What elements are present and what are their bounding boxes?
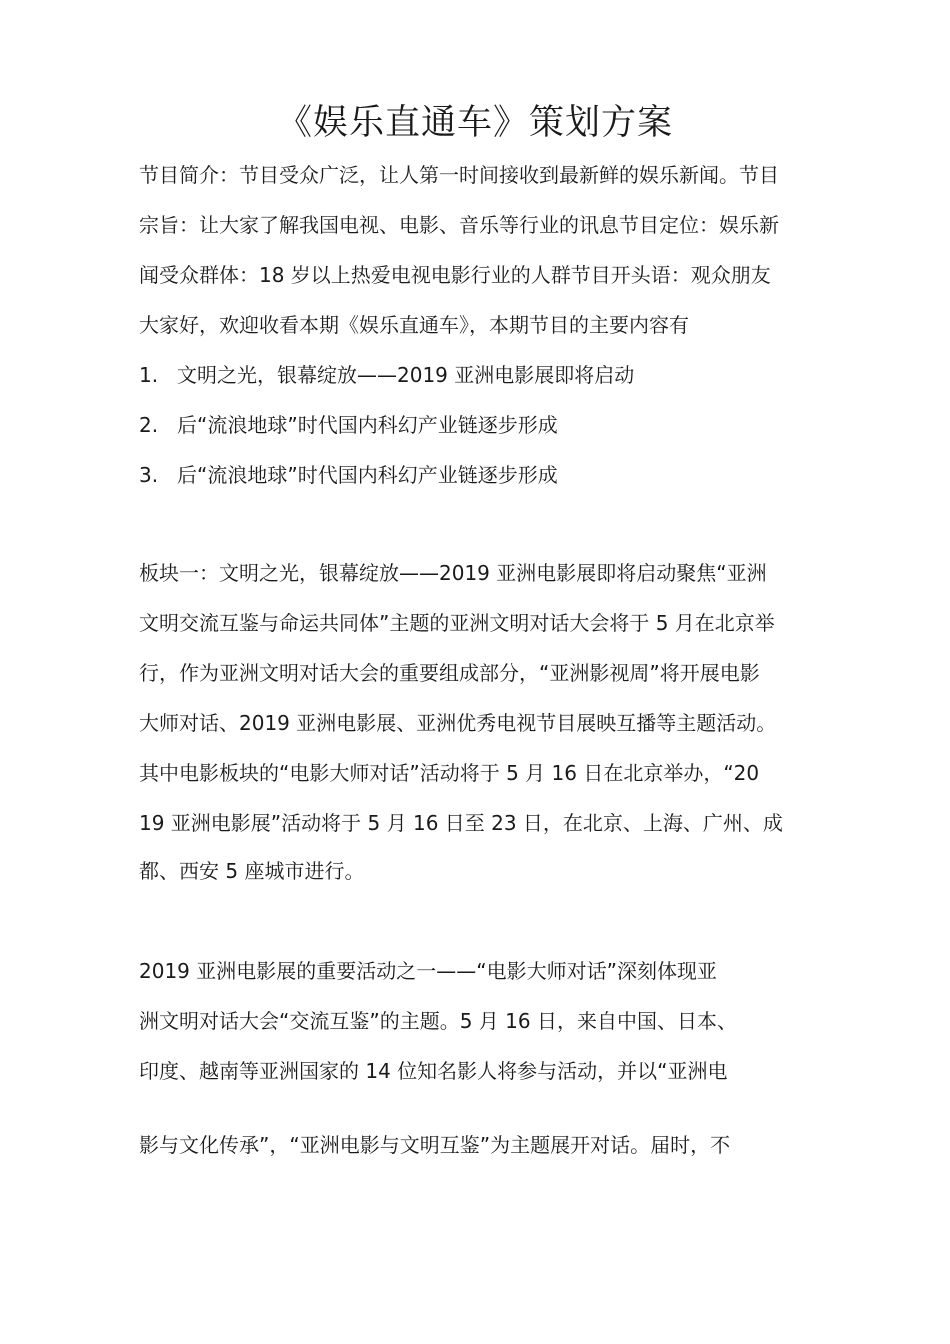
section1-line-5: 其中电影板块的“电影大师对话”活动将于 5 月 16 日在北京举办，“20 bbox=[139, 761, 760, 785]
section1-line-7: 都、西安 5 座城市进行。 bbox=[139, 859, 365, 883]
section2-line-1: 2019 亚洲电影展的重要活动之一——“电影大师对话”深刻体现亚 bbox=[139, 959, 717, 983]
intro-line-1: 节目简介：节目受众广泛，让人第一时间接收到最新鲜的娱乐新闻。节目 bbox=[139, 163, 779, 187]
section1-line-4: 大师对话、2019 亚洲电影展、亚洲优秀电视节目展映互播等主题活动。 bbox=[139, 711, 777, 735]
intro-line-2: 宗旨：让大家了解我国电视、电影、音乐等行业的讯息节目定位：娱乐新 bbox=[139, 213, 779, 237]
list-item-text: 后“流浪地球”时代国内科幻产业链逐步形成 bbox=[177, 463, 558, 487]
list-item-number: 1. bbox=[139, 363, 159, 387]
list-item-text: 后“流浪地球”时代国内科幻产业链逐步形成 bbox=[177, 413, 558, 437]
section2-line-2: 洲文明对话大会“交流互鉴”的主题。5 月 16 日，来自中国、日本、 bbox=[139, 1009, 737, 1033]
section1-line-6: 19 亚洲电影展”活动将于 5 月 16 日至 23 日，在北京、上海、广州、成 bbox=[139, 811, 783, 835]
section1-line-1: 板块一：文明之光，银幕绽放——2019 亚洲电影展即将启动聚焦“亚洲 bbox=[139, 561, 767, 585]
section1-line-3: 行，作为亚洲文明对话大会的重要组成部分，“亚洲影视周”将开展电影 bbox=[139, 661, 760, 685]
list-item bbox=[139, 411, 558, 439]
intro-line-3: 闻受众群体：18 岁以上热爱电视电影行业的人群节目开头语：观众朋友 bbox=[139, 263, 771, 287]
list-item bbox=[139, 461, 558, 489]
section1-line-2: 文明交流互鉴与命运共同体”主题的亚洲文明对话大会将于 5 月在北京举 bbox=[139, 611, 775, 635]
list-item-number: 3. bbox=[139, 463, 159, 487]
list-item-number: 2. bbox=[139, 413, 159, 437]
section2-line-4: 影与文化传承”，“亚洲电影与文明互鉴”为主题展开对话。届时，不 bbox=[139, 1133, 731, 1157]
section2-line-3: 印度、越南等亚洲国家的 14 位知名影人将参与活动，并以“亚洲电 bbox=[139, 1059, 728, 1083]
list-item-text: 文明之光，银幕绽放——2019 亚洲电影展即将启动 bbox=[177, 363, 635, 387]
intro-line-4: 大家好，欢迎收看本期《娱乐直通车》，本期节目的主要内容有 bbox=[139, 313, 689, 337]
list-item bbox=[139, 361, 634, 389]
document-title: 《娱乐直通车》策划方案 bbox=[276, 103, 673, 143]
